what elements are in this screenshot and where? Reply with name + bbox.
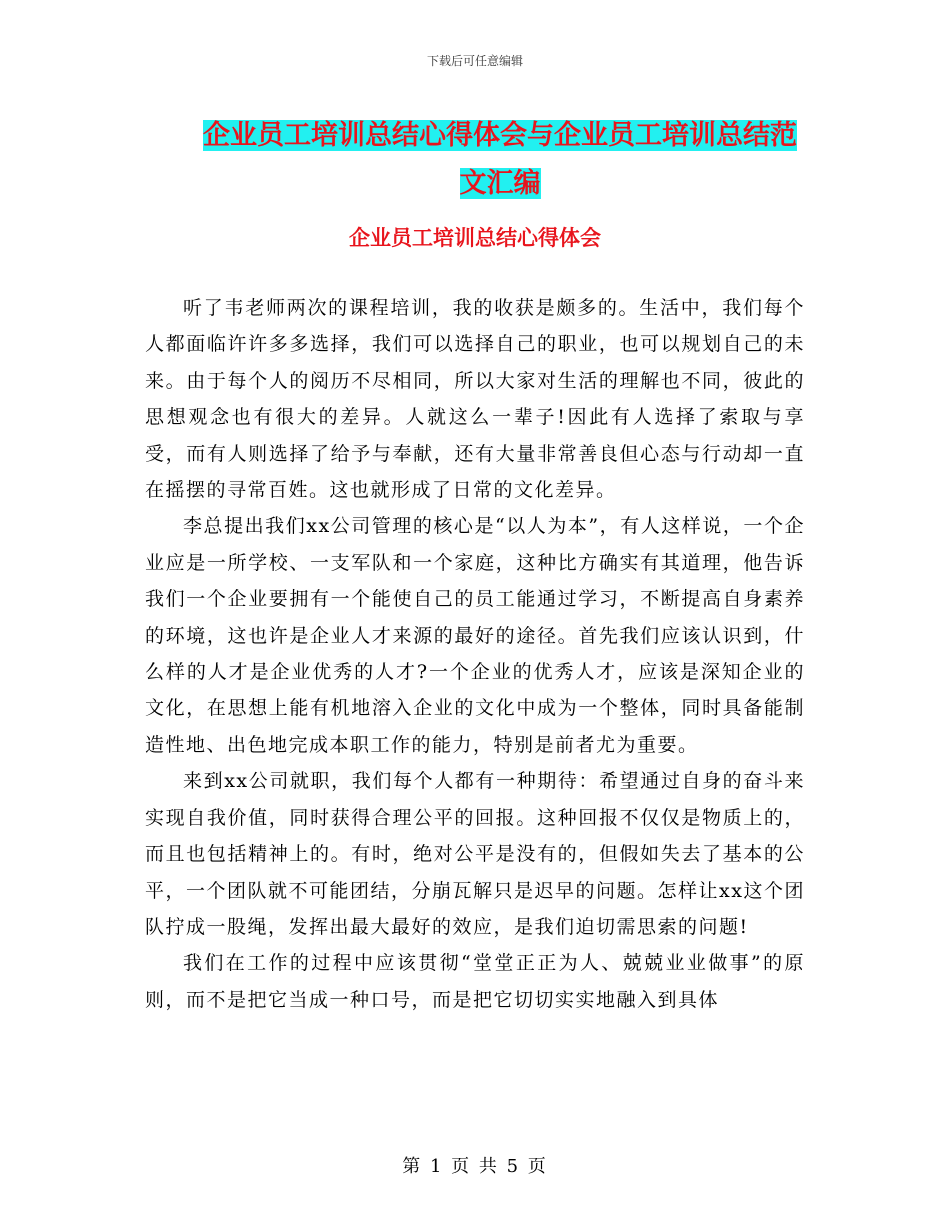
paragraph-3: 来到xx公司就职，我们每个人都有一种期待：希望通过自身的奋斗来实现自我价值，同时获得合理公平的回报。这种回报不仅仅是物质上的，而且也包括精神上的。有时，绝对公平是没有的，但假如失去了基本的公平，一个团队就不可能团结，分崩瓦解只是迟早的问题。怎样让xx这个团队拧成一股绳，发挥出最大最好的效应，是我们迫切需思索的问题! xyxy=(145,770,805,938)
paragraph-4: 我们在工作的过程中应该贯彻“堂堂正正为人、兢兢业业做事”的原则，而不是把它当成一种口号，而是把它切切实实地融入到具体 xyxy=(145,952,805,1011)
section-title: 企业员工培训总结心得体会 xyxy=(349,226,601,250)
paragraph-2: 李总提出我们xx公司管理的核心是“以人为本”，有人这样说，一个企业应是一所学校、一支军队和一个家庭，这种比方确实有其道理，他告诉我们一个企业要拥有一个能使自己的员工能通过学习，不断提高自身素养的环境，这也许是企业人才来源的最好的途径。首先我们应该认识到，什么样的人才是企业优秀的人才?一个企业的优秀人才，应该是深知企业的文化，在思想上能有机地溶入企业的文化中成为一个整体，同时具备能制造性地、出色地完成本职工作的能力，特别是前者尤为重要。 xyxy=(145,515,805,756)
paragraph-1: 听了韦老师两次的课程培训，我的收获是颇多的。生活中，我们每个人都面临许许多多选择，我们可以选择自己的职业，也可以规划自己的未来。由于每个人的阅历不尽相同，所以大家对生活的理解也不同，彼此的思想观念也有很大的差异。人就这么一辈子!因此有人选择了索取与享受，而有人则选择了给予与奉献，还有大量非常善良但心态与行动却一直在摇摆的寻常百姓。这也就形成了日常的文化差异。 xyxy=(145,297,805,502)
header-note: 下载后可任意编辑 xyxy=(426,54,523,68)
document-title-text: 企业员工培训总结心得体会与企业员工培训总结范文汇编 xyxy=(203,120,797,199)
document-title xyxy=(192,112,808,208)
body-text xyxy=(145,290,805,1018)
page-number: 第 1 页 共 5 页 xyxy=(402,1156,548,1177)
